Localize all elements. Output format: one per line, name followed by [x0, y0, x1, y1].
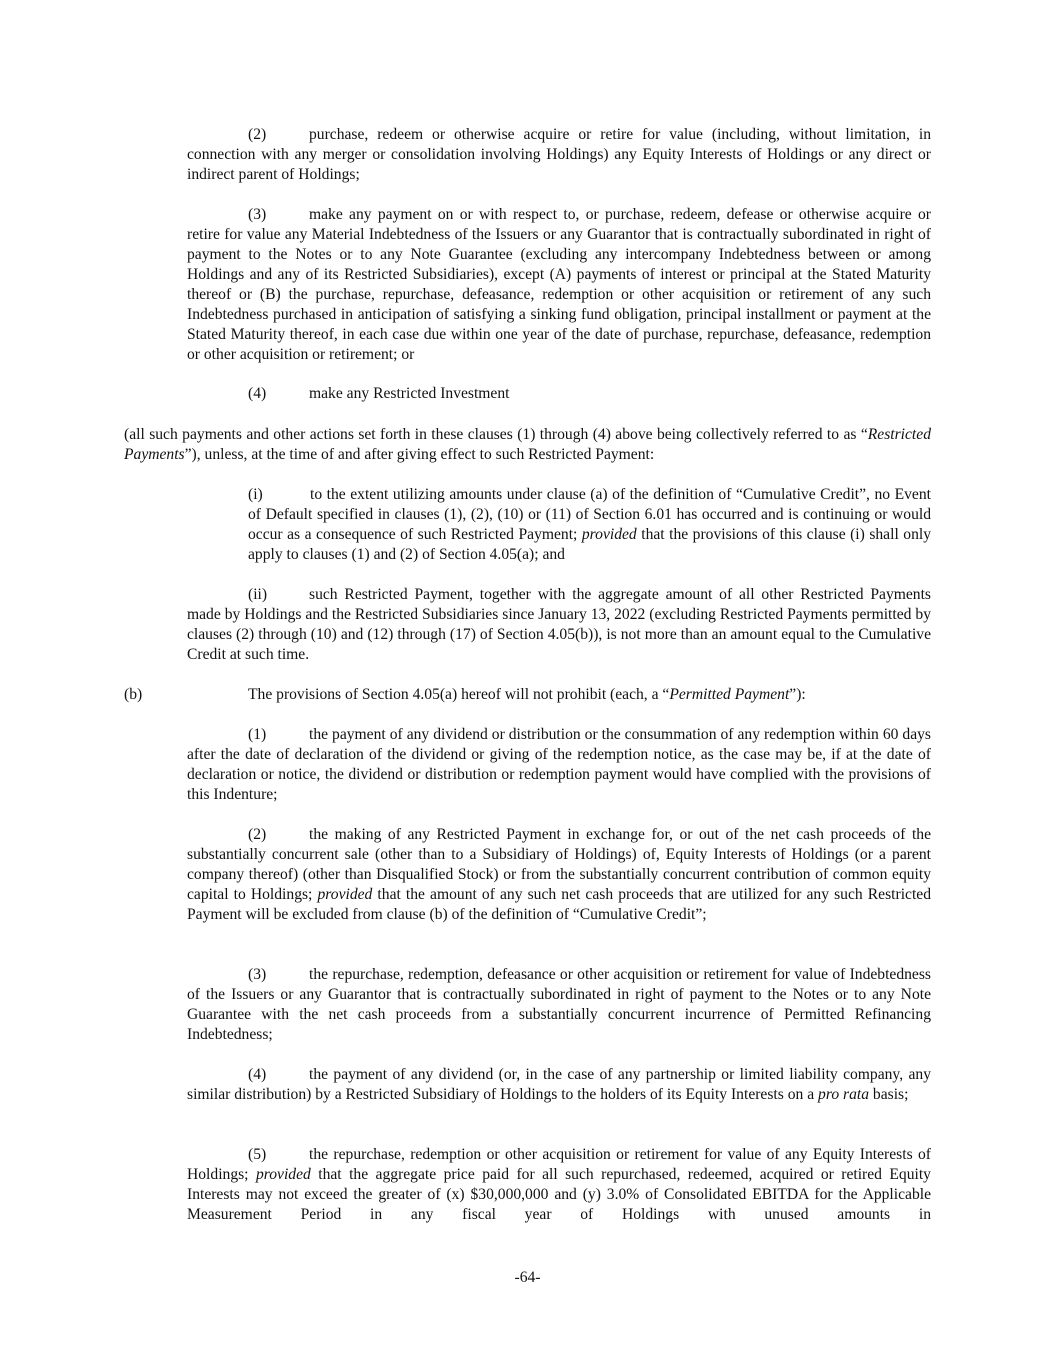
section-b-after: ”):	[789, 686, 806, 703]
clause-label: (3)	[248, 966, 267, 983]
clause-label: (3)	[248, 206, 267, 223]
clause-text-before: the making of any Restricted Payment in exchange for, or out of the net cash proceeds of the substantially concurrent sale (other than to a Subsidiary of Holdings) of, Equity Interests of Holdings (or a parent company thereof) (other than Disqualified Stock) or from the substantially concurrent contribution of common equity capital to Holdings;	[187, 826, 931, 903]
b-clause-5	[187, 1145, 931, 1225]
clause-label: (4)	[248, 385, 267, 402]
continuation-paragraph	[124, 425, 931, 465]
section-b-before: The provisions of Section 4.05(a) hereof will not prohibit (each, a “	[248, 686, 670, 703]
condition-label: (ii)	[248, 586, 268, 603]
clause-label: (2)	[248, 126, 267, 143]
section-label: (b)	[124, 686, 143, 703]
page-number: -64-	[514, 1269, 541, 1286]
clause-text: purchase, redeem or otherwise acquire or retire for value (including, without limitation, in connection with any merger or consolidation involving Holdings) any Equity Interests of Holdings or any direct or indirect parent of Holdings;	[187, 126, 931, 183]
provided-term: provided	[581, 526, 637, 543]
clause-3	[187, 205, 931, 365]
clause-label: (1)	[248, 726, 267, 743]
clause-text: make any payment on or with respect to, or purchase, redeem, defease or otherwise acquire or retire for value any Material Indebtedness of the Issuers or any Guarantor that is contractually subordinated in right of payment to the Notes or to any Note Guarantee (excluding any intercompany Indebtedness between or among Holdings and any of its Restricted Subsidiaries), except (A) payments of interest or principal at the Stated Maturity thereof or (B) the purchase, repurchase, defeasance, redemption or other acquisition or retirement of any such Indebtedness purchased in anticipation of satisfying a sinking fund obligation, principal installment or payment at the Stated Maturity thereof, in each case due within one year of the date of purchase, repurchase, defeasance, redemption or other acquisition or retirement; or	[187, 206, 931, 363]
clause-label: (5)	[248, 1146, 267, 1163]
clause-4	[187, 384, 931, 404]
condition-text-after: that the provisions of this clause (i) shall only apply to clauses (1) and (2) of Section 4.05(a); and	[248, 526, 931, 563]
clause-text: make any Restricted Investment	[309, 385, 510, 402]
condition-text: such Restricted Payment, together with the aggregate amount of all other Restricted Payments made by Holdings and the Restricted Subsidiaries since January 13, 2022 (excluding Restricted Payments permitted by clauses (2) through (10) and (12) through (17) of Section 4.05(b)), is not more than an amount equal to the Cumulative Credit at such time.	[187, 586, 931, 663]
continuation-before: (all such payments and other actions set forth in these clauses (1) through (4) above being collectively referred to as “	[124, 426, 868, 443]
condition-i	[248, 485, 931, 565]
b-clause-2	[187, 825, 931, 925]
clause-label: (2)	[248, 826, 267, 843]
clause-2	[187, 125, 931, 185]
b-clause-1	[187, 725, 931, 805]
clause-text: the repurchase, redemption, defeasance or other acquisition or retirement for value of Indebtedness of the Issuers or any Guarantor that is contractually subordinated in right of payment to the Notes or to any Note Guarantee with the net cash proceeds from a substantially concurrent incurrence of Permitted Refinancing Indebtedness;	[187, 966, 931, 1043]
clause-label: (4)	[248, 1066, 267, 1083]
clause-text-before: the payment of any dividend (or, in the case of any partnership or limited liability company, any similar distribution) by a Restricted Subsidiary of Holdings to the holders of its Equity Interests on a	[187, 1066, 931, 1103]
b-clause-3	[187, 965, 931, 1045]
b-clause-4	[187, 1065, 931, 1105]
provided-term: provided	[317, 886, 373, 903]
continuation-after: ”), unless, at the time of and after giving effect to such Restricted Payment:	[184, 446, 655, 463]
clause-text-after: that the amount of any such net cash proceeds that are utilized for any such Restricted Payment will be excluded from clause (b) of the definition of “Cumulative Credit”;	[187, 886, 931, 923]
section-b-heading	[124, 685, 931, 705]
pro-rata-term: pro rata	[818, 1086, 870, 1103]
clause-text-after: that the aggregate price paid for all such repurchased, redeemed, acquired or retired Equity Interests may not exceed the greater of (x) $30,000,000 and (y) 3.0% of Consolidated EBITDA for the Applicable Measurement Period in any fiscal year of Holdings with unused amounts in	[187, 1166, 931, 1223]
clause-text-before: the repurchase, redemption or other acquisition or retirement for value of any Equity Interests of Holdings;	[187, 1146, 931, 1183]
provided-term: provided	[255, 1166, 311, 1183]
condition-text-before: to the extent utilizing amounts under clause (a) of the definition of “Cumulative Credit”, no Event of Default specified in clauses (1), (2), (10) or (11) of Section 6.01 has occurred and is continuing or would occur as a consequence of such Restricted Payment;	[248, 486, 931, 543]
defined-term-permitted-payment: Permitted Payment	[669, 686, 790, 703]
clause-text-after: basis;	[869, 1086, 909, 1103]
defined-term-restricted-payments: Restricted Payments	[124, 426, 931, 463]
clause-text: the payment of any dividend or distribution or the consummation of any redemption within 60 days after the date of declaration of the dividend or giving of the redemption notice, as the case may be, if at the date of declaration or notice, the dividend or distribution or redemption payment would have complied with the provisions of this Indenture;	[187, 726, 931, 803]
condition-ii	[187, 585, 931, 665]
condition-label: (i)	[248, 486, 263, 503]
